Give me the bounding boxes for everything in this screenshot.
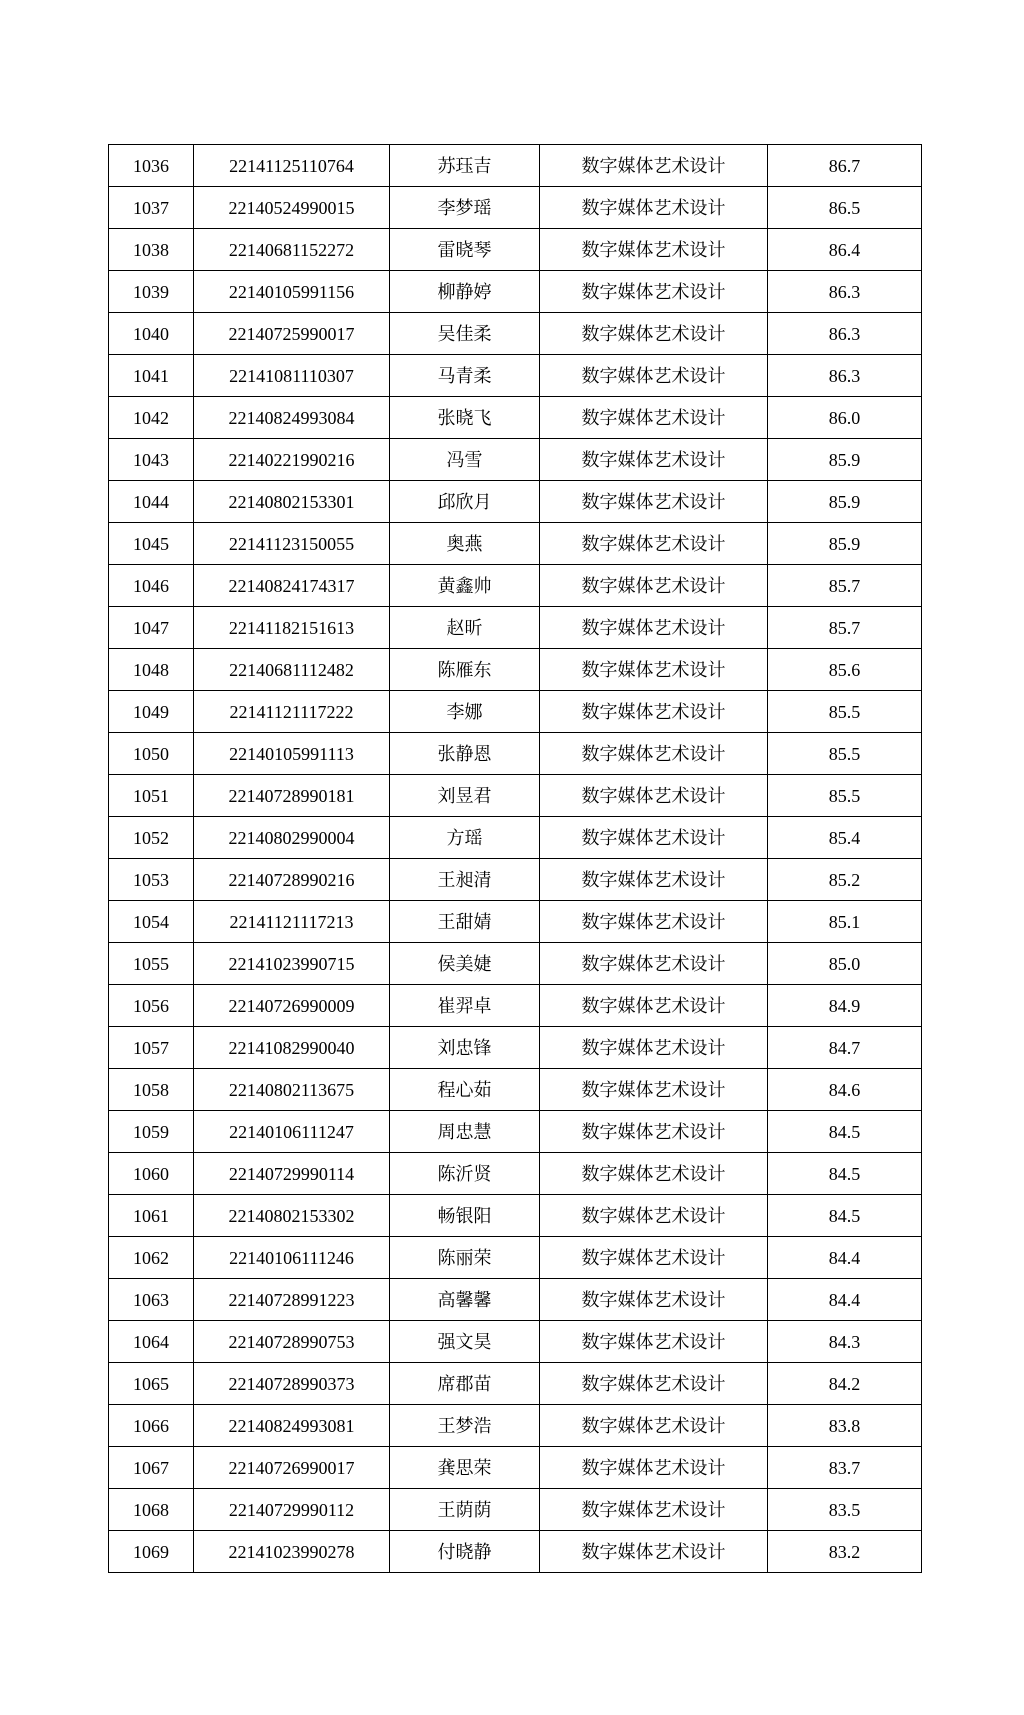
score-cell: 84.5 [768,1153,922,1195]
candidate-id-cell: 22141023990278 [194,1531,390,1573]
row-number-cell: 1067 [109,1447,194,1489]
row-number-cell: 1059 [109,1111,194,1153]
score-cell: 85.7 [768,565,922,607]
table-row [109,943,922,985]
row-number-cell: 1054 [109,901,194,943]
row-number-cell: 1060 [109,1153,194,1195]
student-name-cell: 黄鑫帅 [390,565,540,607]
table-row [109,523,922,565]
table-row [109,313,922,355]
score-cell: 84.5 [768,1111,922,1153]
candidate-id-cell: 22141081110307 [194,355,390,397]
score-cell: 84.9 [768,985,922,1027]
row-number-cell: 1044 [109,481,194,523]
candidate-id-cell: 22140105991113 [194,733,390,775]
score-cell: 85.9 [768,523,922,565]
major-cell: 数字媒体艺术设计 [540,943,768,985]
student-name-cell: 雷晓琴 [390,229,540,271]
table-row [109,901,922,943]
candidate-id-cell: 22141125110764 [194,145,390,187]
candidate-id-cell: 22140524990015 [194,187,390,229]
score-cell: 85.0 [768,943,922,985]
student-name-cell: 王昶清 [390,859,540,901]
score-cell: 85.4 [768,817,922,859]
student-name-cell: 邱欣月 [390,481,540,523]
score-cell: 84.5 [768,1195,922,1237]
table-row [109,985,922,1027]
student-name-cell: 张静恩 [390,733,540,775]
score-cell: 85.9 [768,481,922,523]
row-number-cell: 1049 [109,691,194,733]
score-cell: 84.3 [768,1321,922,1363]
student-name-cell: 冯雪 [390,439,540,481]
student-name-cell: 龚思荣 [390,1447,540,1489]
table-row [109,439,922,481]
major-cell: 数字媒体艺术设计 [540,1405,768,1447]
candidate-id-cell: 22140106111247 [194,1111,390,1153]
row-number-cell: 1041 [109,355,194,397]
major-cell: 数字媒体艺术设计 [540,1153,768,1195]
student-name-cell: 赵昕 [390,607,540,649]
row-number-cell: 1064 [109,1321,194,1363]
major-cell: 数字媒体艺术设计 [540,817,768,859]
row-number-cell: 1037 [109,187,194,229]
row-number-cell: 1045 [109,523,194,565]
table-row [109,817,922,859]
major-cell: 数字媒体艺术设计 [540,481,768,523]
row-number-cell: 1053 [109,859,194,901]
score-cell: 85.9 [768,439,922,481]
score-cell: 85.5 [768,775,922,817]
results-table [108,144,922,1573]
major-cell: 数字媒体艺术设计 [540,733,768,775]
row-number-cell: 1039 [109,271,194,313]
candidate-id-cell: 22140729990112 [194,1489,390,1531]
table-row [109,607,922,649]
row-number-cell: 1055 [109,943,194,985]
major-cell: 数字媒体艺术设计 [540,1321,768,1363]
table-row [109,145,922,187]
score-cell: 83.7 [768,1447,922,1489]
student-name-cell: 周忠慧 [390,1111,540,1153]
major-cell: 数字媒体艺术设计 [540,439,768,481]
major-cell: 数字媒体艺术设计 [540,607,768,649]
table-row [109,481,922,523]
major-cell: 数字媒体艺术设计 [540,187,768,229]
major-cell: 数字媒体艺术设计 [540,565,768,607]
score-cell: 85.5 [768,691,922,733]
score-cell: 86.4 [768,229,922,271]
candidate-id-cell: 22140728991223 [194,1279,390,1321]
major-cell: 数字媒体艺术设计 [540,1531,768,1573]
major-cell: 数字媒体艺术设计 [540,1027,768,1069]
row-number-cell: 1061 [109,1195,194,1237]
candidate-id-cell: 22141023990715 [194,943,390,985]
student-name-cell: 王荫荫 [390,1489,540,1531]
row-number-cell: 1063 [109,1279,194,1321]
student-name-cell: 陈雁东 [390,649,540,691]
candidate-id-cell: 22140728990373 [194,1363,390,1405]
student-name-cell: 李娜 [390,691,540,733]
student-name-cell: 程心茹 [390,1069,540,1111]
major-cell: 数字媒体艺术设计 [540,1489,768,1531]
major-cell: 数字媒体艺术设计 [540,1195,768,1237]
score-cell: 83.2 [768,1531,922,1573]
student-name-cell: 畅银阳 [390,1195,540,1237]
student-name-cell: 付晓静 [390,1531,540,1573]
major-cell: 数字媒体艺术设计 [540,397,768,439]
score-cell: 85.7 [768,607,922,649]
table-row [109,1195,922,1237]
student-name-cell: 奥燕 [390,523,540,565]
score-cell: 85.1 [768,901,922,943]
row-number-cell: 1065 [109,1363,194,1405]
student-name-cell: 刘昱君 [390,775,540,817]
table-row [109,271,922,313]
score-cell: 85.6 [768,649,922,691]
row-number-cell: 1046 [109,565,194,607]
score-cell: 85.5 [768,733,922,775]
table-row [109,565,922,607]
table-row [109,1531,922,1573]
major-cell: 数字媒体艺术设计 [540,229,768,271]
student-name-cell: 刘忠锋 [390,1027,540,1069]
major-cell: 数字媒体艺术设计 [540,1111,768,1153]
row-number-cell: 1047 [109,607,194,649]
candidate-id-cell: 22140824993081 [194,1405,390,1447]
results-table-body [109,145,922,1573]
major-cell: 数字媒体艺术设计 [540,523,768,565]
row-number-cell: 1057 [109,1027,194,1069]
major-cell: 数字媒体艺术设计 [540,691,768,733]
row-number-cell: 1036 [109,145,194,187]
student-name-cell: 陈沂贤 [390,1153,540,1195]
score-cell: 86.0 [768,397,922,439]
student-name-cell: 崔羿卓 [390,985,540,1027]
candidate-id-cell: 22140802153302 [194,1195,390,1237]
candidate-id-cell: 22141082990040 [194,1027,390,1069]
table-row [109,1153,922,1195]
student-name-cell: 吴佳柔 [390,313,540,355]
table-row [109,355,922,397]
table-row [109,1027,922,1069]
student-name-cell: 李梦瑶 [390,187,540,229]
major-cell: 数字媒体艺术设计 [540,313,768,355]
table-row [109,733,922,775]
row-number-cell: 1062 [109,1237,194,1279]
major-cell: 数字媒体艺术设计 [540,1279,768,1321]
row-number-cell: 1050 [109,733,194,775]
student-name-cell: 苏珏吉 [390,145,540,187]
major-cell: 数字媒体艺术设计 [540,649,768,691]
student-name-cell: 马青柔 [390,355,540,397]
major-cell: 数字媒体艺术设计 [540,901,768,943]
table-row [109,1279,922,1321]
row-number-cell: 1048 [109,649,194,691]
student-name-cell: 高馨馨 [390,1279,540,1321]
candidate-id-cell: 22141121117222 [194,691,390,733]
major-cell: 数字媒体艺术设计 [540,271,768,313]
row-number-cell: 1058 [109,1069,194,1111]
candidate-id-cell: 22140726990009 [194,985,390,1027]
score-cell: 86.5 [768,187,922,229]
table-row [109,187,922,229]
major-cell: 数字媒体艺术设计 [540,775,768,817]
table-row [109,1321,922,1363]
row-number-cell: 1066 [109,1405,194,1447]
row-number-cell: 1056 [109,985,194,1027]
candidate-id-cell: 22141121117213 [194,901,390,943]
candidate-id-cell: 22140728990181 [194,775,390,817]
major-cell: 数字媒体艺术设计 [540,985,768,1027]
student-name-cell: 王甜婧 [390,901,540,943]
row-number-cell: 1040 [109,313,194,355]
table-row [109,1447,922,1489]
score-cell: 86.7 [768,145,922,187]
table-row [109,775,922,817]
score-cell: 86.3 [768,313,922,355]
table-row [109,859,922,901]
candidate-id-cell: 22140802153301 [194,481,390,523]
table-row [109,649,922,691]
score-cell: 83.8 [768,1405,922,1447]
candidate-id-cell: 22140824993084 [194,397,390,439]
score-cell: 84.6 [768,1069,922,1111]
student-name-cell: 柳静婷 [390,271,540,313]
major-cell: 数字媒体艺术设计 [540,1237,768,1279]
candidate-id-cell: 22140726990017 [194,1447,390,1489]
row-number-cell: 1043 [109,439,194,481]
candidate-id-cell: 22140728990753 [194,1321,390,1363]
score-cell: 84.7 [768,1027,922,1069]
table-row [109,1363,922,1405]
major-cell: 数字媒体艺术设计 [540,1363,768,1405]
student-name-cell: 强文昊 [390,1321,540,1363]
candidate-id-cell: 22140105991156 [194,271,390,313]
candidate-id-cell: 22140681152272 [194,229,390,271]
student-name-cell: 王梦浩 [390,1405,540,1447]
table-row [109,1069,922,1111]
table-row [109,229,922,271]
row-number-cell: 1068 [109,1489,194,1531]
score-cell: 84.4 [768,1279,922,1321]
row-number-cell: 1038 [109,229,194,271]
candidate-id-cell: 22141182151613 [194,607,390,649]
candidate-id-cell: 22140824174317 [194,565,390,607]
major-cell: 数字媒体艺术设计 [540,859,768,901]
score-cell: 84.2 [768,1363,922,1405]
candidate-id-cell: 22140802113675 [194,1069,390,1111]
candidate-id-cell: 22140106111246 [194,1237,390,1279]
table-row [109,397,922,439]
student-name-cell: 席郡苗 [390,1363,540,1405]
row-number-cell: 1042 [109,397,194,439]
student-name-cell: 陈丽荣 [390,1237,540,1279]
table-row [109,1405,922,1447]
candidate-id-cell: 22140802990004 [194,817,390,859]
row-number-cell: 1069 [109,1531,194,1573]
candidate-id-cell: 22140728990216 [194,859,390,901]
student-name-cell: 方瑶 [390,817,540,859]
row-number-cell: 1052 [109,817,194,859]
major-cell: 数字媒体艺术设计 [540,145,768,187]
score-cell: 86.3 [768,271,922,313]
candidate-id-cell: 22140221990216 [194,439,390,481]
candidate-id-cell: 22141123150055 [194,523,390,565]
candidate-id-cell: 22140725990017 [194,313,390,355]
score-cell: 84.4 [768,1237,922,1279]
row-number-cell: 1051 [109,775,194,817]
score-cell: 86.3 [768,355,922,397]
table-row [109,1111,922,1153]
major-cell: 数字媒体艺术设计 [540,355,768,397]
table-row [109,691,922,733]
student-name-cell: 侯美婕 [390,943,540,985]
table-row [109,1237,922,1279]
candidate-id-cell: 22140681112482 [194,649,390,691]
major-cell: 数字媒体艺术设计 [540,1447,768,1489]
major-cell: 数字媒体艺术设计 [540,1069,768,1111]
score-cell: 85.2 [768,859,922,901]
student-name-cell: 张晓飞 [390,397,540,439]
candidate-id-cell: 22140729990114 [194,1153,390,1195]
score-cell: 83.5 [768,1489,922,1531]
table-row [109,1489,922,1531]
